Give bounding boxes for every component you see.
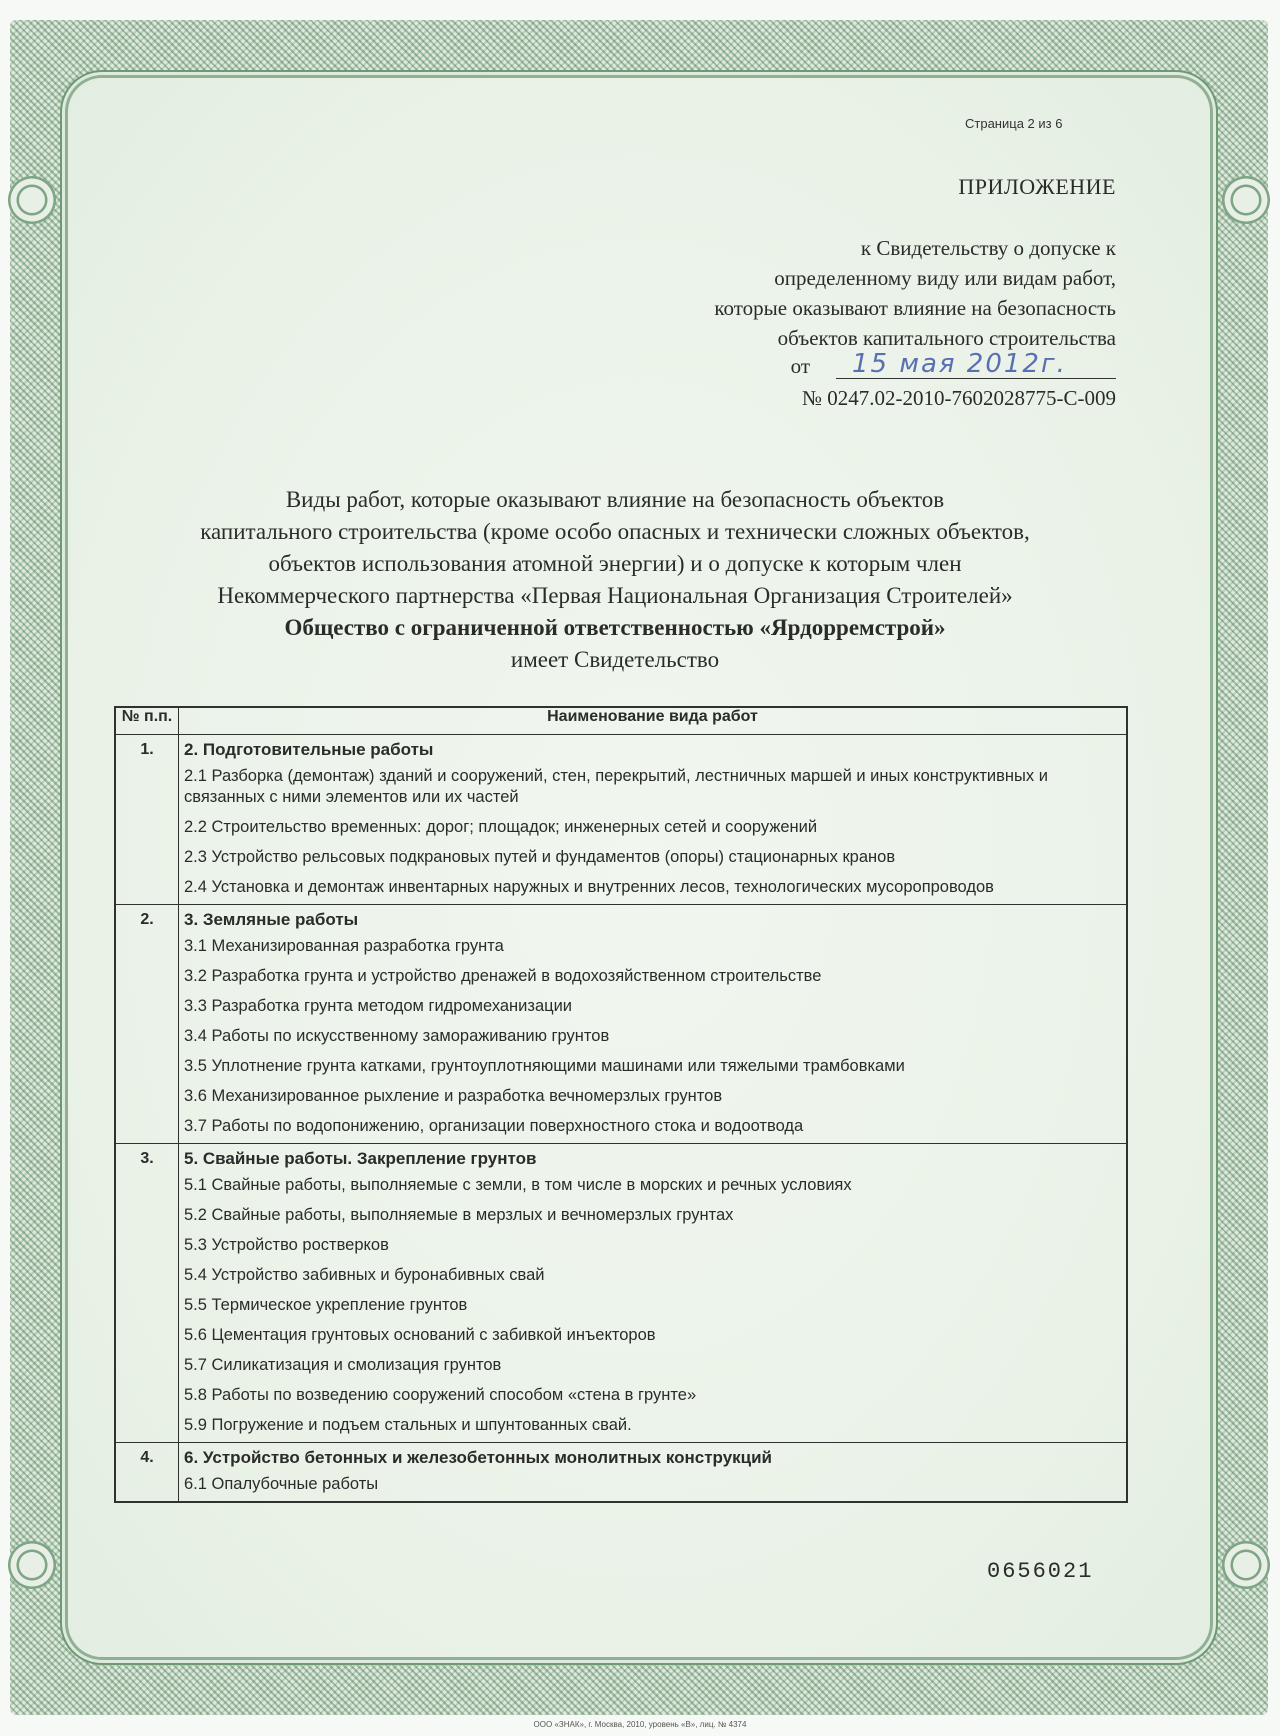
work-item: 5.6 Цементация грунтовых оснований с забивкой инъекторов (184, 1326, 656, 1344)
heading-line: Некоммерческого партнерства «Первая Национальная Организация Строителей» (217, 583, 1013, 608)
date-row (791, 350, 1116, 379)
work-item: 5.5 Термическое укрепление грунтов (184, 1296, 468, 1314)
frame-ornament (2, 1535, 62, 1595)
heading-line: капитального строительства (кроме особо опасных и технически сложных объектов, (200, 519, 1030, 544)
work-item: 2.2 Строительство временных: дорог; площадок; инженерных сетей и сооружений (184, 818, 818, 836)
work-item: 3.3 Разработка грунта методом гидромеханизации (184, 997, 573, 1015)
frame-ornament (1216, 1535, 1276, 1595)
company-name: Общество с ограниченной ответственностью «Ярдорремстрой» (284, 615, 946, 640)
works-table (114, 706, 1128, 1503)
table-row (115, 905, 1127, 1144)
work-item: 2.4 Установка и демонтаж инвентарных наружных и внутренних лесов, технологических мусоропроводов (184, 878, 994, 896)
section-title: 3. Земляные работы (184, 910, 359, 929)
row-number: 2. (115, 905, 179, 1144)
col-number-header: № п.п. (115, 707, 179, 735)
col-name-header: Наименование вида работ (179, 707, 1128, 735)
work-item: 5.9 Погружение и подъем стальных и шпунтованных свай. (184, 1416, 632, 1434)
date-label: от (790, 354, 810, 378)
work-item: 3.5 Уплотнение грунта катками, грунтоуплотняющими машинами или тяжелыми трамбовками (184, 1057, 905, 1075)
work-item: 3.4 Работы по искусственному замораживанию грунтов (184, 1027, 610, 1045)
heading-tail: имеет Свидетельство (510, 647, 720, 672)
work-item: 2.3 Устройство рельсовых подкрановых путей и фундаментов (опоры) стационарных кранов (184, 848, 896, 866)
printer-imprint: ООО «ЗНАК», г. Москва, 2010, уровень «В», лиц. № 4374 (533, 1720, 747, 1729)
table-row (115, 1443, 1127, 1503)
row-number: 4. (115, 1443, 179, 1503)
work-item: 3.1 Механизированная разработка грунта (184, 937, 504, 955)
work-section (179, 905, 1128, 1144)
work-item: 2.1 Разборка (демонтаж) зданий и сооружений, стен, перекрытий, лестничных маршей и иных конструктивных и связанных с ними элементов или их частей (184, 767, 1048, 806)
appendix-line: объектов капитального строительства (777, 326, 1116, 350)
work-item: 3.2 Разработка грунта и устройство дренажей в водохозяйственном строительстве (184, 967, 822, 985)
work-item: 5.4 Устройство забивных и буронабивных свай (184, 1266, 545, 1284)
certificate-number: № 0247.02-2010-7602028775-С-009 (801, 386, 1116, 410)
serial-number: 0656021 (987, 1559, 1094, 1584)
frame-ornament (1216, 170, 1276, 230)
handwritten-date: 15 мая 2012г. (836, 350, 1116, 379)
document-heading (100, 484, 1130, 676)
appendix-line: определенному виду или видам работ, (774, 266, 1116, 290)
section-title: 2. Подготовительные работы (184, 740, 434, 759)
section-title: 5. Свайные работы. Закрепление грунтов (184, 1149, 537, 1168)
work-section (179, 1144, 1128, 1443)
table-body (115, 735, 1127, 1503)
work-section (179, 1443, 1128, 1503)
page-counter: Страница 2 из 6 (965, 116, 1063, 131)
work-item: 3.6 Механизированное рыхление и разработка вечномерзлых грунтов (184, 1087, 723, 1105)
work-item: 5.3 Устройство ростверков (184, 1236, 389, 1254)
frame-ornament (2, 170, 62, 230)
work-item: 5.1 Свайные работы, выполняемые с земли, в том числе в морских и речных условиях (184, 1176, 852, 1194)
appendix-line: которые оказывают влияние на безопасность (714, 296, 1116, 320)
table-row (115, 735, 1127, 905)
work-item: 5.7 Силикатизация и смолизация грунтов (184, 1356, 502, 1374)
table-row (115, 1144, 1127, 1443)
work-section (179, 735, 1128, 905)
table-header-row (115, 707, 1127, 735)
row-number: 3. (115, 1144, 179, 1443)
work-item: 3.7 Работы по водопонижению, организации поверхностного стока и водоотвода (184, 1117, 804, 1135)
appendix-title: ПРИЛОЖЕНИЕ (958, 174, 1116, 199)
section-title: 6. Устройство бетонных и железобетонных монолитных конструкций (184, 1448, 773, 1467)
appendix-line: к Свидетельству о допуске к (860, 236, 1116, 260)
heading-line: Виды работ, которые оказывают влияние на безопасность объектов (285, 487, 945, 512)
work-item: 6.1 Опалубочные работы (184, 1475, 379, 1493)
work-item: 5.8 Работы по возведению сооружений способом «стена в грунте» (184, 1386, 697, 1404)
heading-line: объектов использования атомной энергии) и о допуске к которым член (268, 551, 962, 576)
row-number: 1. (115, 735, 179, 905)
work-item: 5.2 Свайные работы, выполняемые в мерзлых и вечномерзлых грунтах (184, 1206, 734, 1224)
